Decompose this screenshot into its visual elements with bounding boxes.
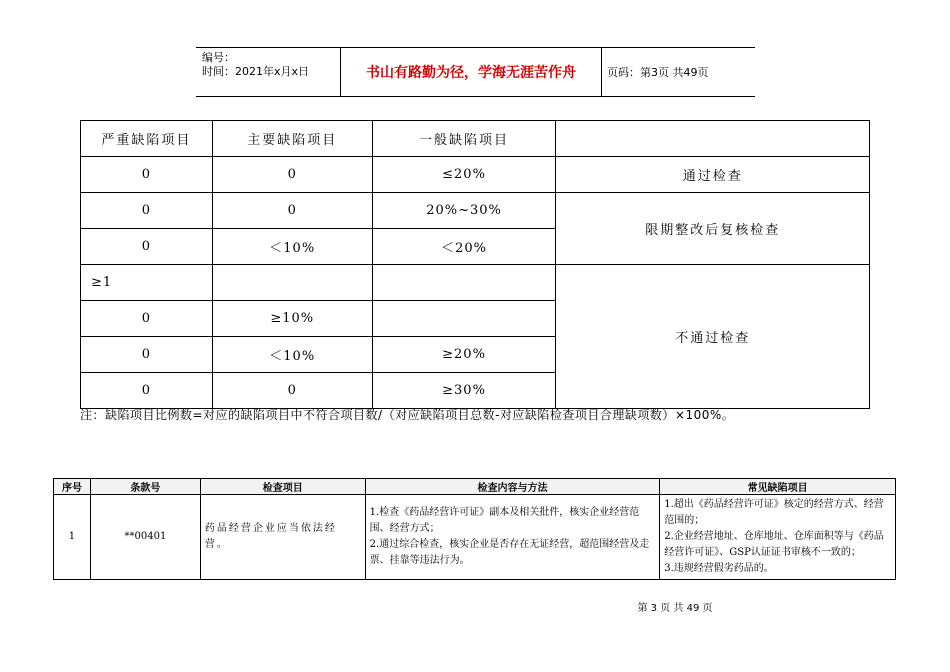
header-page-label: 页码：第3页 共49页 [607,66,709,79]
header-defects: 常见缺陷项目 [660,479,896,495]
cell-critical: 0 [81,301,213,337]
inspection-header-row [54,479,896,495]
cell-major: ＜10% [212,229,372,265]
cell-critical: 0 [81,337,213,373]
cell-general: ≥30% [372,373,556,409]
grading-header-row [81,121,870,157]
cell-major: 0 [212,157,372,193]
row-method [365,495,660,580]
cell-major: 0 [212,193,372,229]
header-motto: 书山有路勤为径，学海无涯苦作舟 [340,48,602,96]
header-item: 检查项目 [200,479,365,495]
row-clause: **00401 [90,495,200,580]
cell-general: ＜20% [372,229,556,265]
grading-row [81,265,870,301]
header-method: 检查内容与方法 [365,479,660,495]
defect-line-3: 3.违规经营假劣药品的。 [664,563,774,574]
cell-critical: 0 [81,373,213,409]
method-line-1: 1.检查《药品经营许可证》副本及相关批件，核实企业经营范围、经营方式； [369,507,640,534]
header-result [556,121,870,157]
cell-critical: 0 [81,229,213,265]
table-row [54,495,896,580]
row-defects [660,495,896,580]
cell-critical: 0 [81,157,213,193]
number-label: 编号： [202,51,235,64]
cell-major: 0 [212,373,372,409]
row-index: 1 [54,495,91,580]
grading-table [80,120,870,409]
cell-general [372,301,556,337]
cell-major: ＜10% [212,337,372,373]
cell-critical: ≥1 [81,265,213,301]
result-rectify: 限期整改后复核检查 [556,193,870,265]
row-item: 药品经营企业应当依法经营。 [200,495,365,580]
header-index: 序号 [54,479,91,495]
header-critical-defects: 严重缺陷项目 [81,121,213,157]
cell-general: ≥20% [372,337,556,373]
header-meta [196,48,340,96]
header-clause: 条款号 [90,479,200,495]
cell-general [372,265,556,301]
cell-general: 20%~30% [372,193,556,229]
defect-line-2: 2.企业经营地址、仓库地址、仓库面积等与《药品经营许可证》、GSP认证证书审核不一致的； [664,531,884,558]
cell-general: ≤20% [372,157,556,193]
method-line-2: 2.通过综合检查，核实企业是否存在无证经营，超范围经营及走票、挂靠等违法行为。 [369,539,650,566]
formula-note: 注：缺陷项目比例数=对应的缺陷项目中不符合项目数/（对应缺陷项目总数-对应缺陷检查项目合理缺项数）×100%。 [80,408,735,422]
page-header [196,47,755,97]
page-footer: 第 3 页 共 49 页 [637,603,713,614]
header-major-defects: 主要缺陷项目 [212,121,372,157]
result-fail: 不通过检查 [556,265,870,409]
cell-critical: 0 [81,193,213,229]
time-label: 时间：2021年x月x日 [202,65,310,78]
result-pass: 通过检查 [556,157,870,193]
header-general-defects: 一般缺陷项目 [372,121,556,157]
grading-row [81,157,870,193]
grading-row [81,193,870,229]
cell-major: ≥10% [212,301,372,337]
defect-line-1: 1.超出《药品经营许可证》核定的经营方式、经营范围的； [664,499,884,526]
cell-major [212,265,372,301]
inspection-table [53,478,896,580]
